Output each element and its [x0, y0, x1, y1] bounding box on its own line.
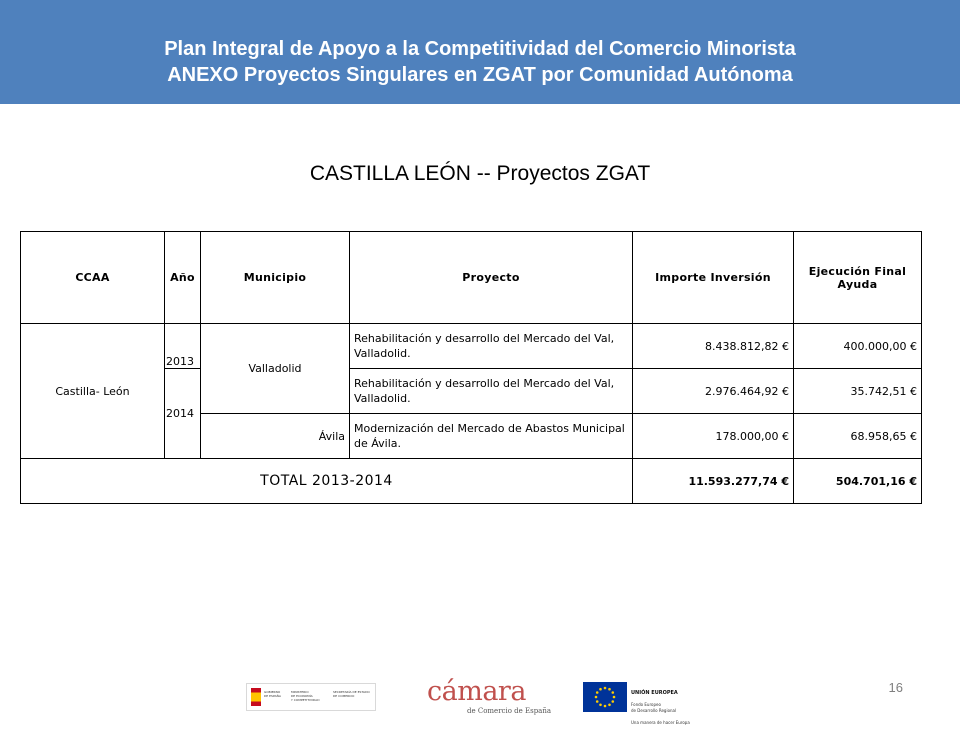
proyecto-cell: Modernización del Mercado de Abastos Municipal de Ávila. [350, 414, 633, 459]
column-header-municipio: Municipio [201, 232, 350, 324]
eu-star-icon [599, 688, 602, 691]
column-header-proyecto: Proyecto [350, 232, 633, 324]
eu-logo-fund: Fondo Europeo de Desarrollo Regional [631, 702, 677, 713]
year-cell: 2013 [165, 324, 201, 369]
importe-cell: 8.438.812,82 € [633, 324, 794, 369]
eu-star-icon [596, 700, 599, 703]
column-header-ejecucion: Ejecución Final Ayuda [794, 232, 922, 324]
ejecucion-cell: 35.742,51 € [794, 369, 922, 414]
camara-logo-word: cámara [427, 676, 526, 707]
total-label: TOTAL 2013-2014 [21, 459, 633, 504]
eu-star-icon [596, 691, 599, 694]
total-importe: 11.593.277,74 € [633, 459, 794, 504]
table-row [21, 324, 922, 369]
eu-star-icon [611, 691, 614, 694]
eu-logo-motto: Una manera de hacer Europa [631, 720, 690, 725]
municipio-cell: Ávila [201, 414, 350, 459]
proyecto-cell: Rehabilitación y desarrollo del Mercado del Val, Valladolid. [350, 324, 633, 369]
ejecucion-cell: 68.958,65 € [794, 414, 922, 459]
importe-cell: 178.000,00 € [633, 414, 794, 459]
eu-logo [583, 682, 703, 725]
eu-stars-icon [583, 682, 627, 712]
eu-star-icon [613, 696, 616, 699]
camara-logo [427, 676, 552, 716]
eu-logo-title: UNIÓN EUROPEA [631, 690, 678, 696]
column-header-anio: Año [165, 232, 201, 324]
spain-flag-icon [251, 688, 261, 706]
ccaa-cell: Castilla- León [21, 324, 165, 459]
eu-star-icon [599, 703, 602, 706]
eu-star-icon [608, 703, 611, 706]
table-header-row [21, 232, 922, 324]
column-header-importe: Importe Inversión [633, 232, 794, 324]
projects-table [20, 231, 922, 504]
ministry-logo-right-text: SECRETARÍA DE ESTADO DE COMERCIO [333, 690, 370, 698]
proyecto-cell: Rehabilitación y desarrollo del Mercado del Val, Valladolid. [350, 369, 633, 414]
logo-bar [0, 672, 960, 725]
eu-star-icon [608, 688, 611, 691]
header-band [0, 0, 960, 104]
eu-star-icon [604, 705, 607, 708]
ministry-logo-left-text: GOBIERNO DE ESPAÑA [264, 690, 281, 698]
municipio-cell: Valladolid [201, 324, 350, 414]
eu-flag-icon [583, 682, 627, 712]
eu-logo-text [631, 684, 690, 732]
header-title-line-2: ANEXO Proyectos Singulares en ZGAT por Comunidad Autónoma [167, 64, 793, 86]
page-number: 16 [888, 680, 903, 695]
eu-star-icon [604, 687, 607, 690]
column-header-ccaa: CCAA [21, 232, 165, 324]
year-cell: 2014 [165, 369, 201, 459]
header-title-line-1: Plan Integral de Apoyo a la Competitividad del Comercio Minorista [164, 38, 796, 60]
importe-cell: 2.976.464,92 € [633, 369, 794, 414]
ejecucion-cell: 400.000,00 € [794, 324, 922, 369]
total-ejecucion: 504.701,16 € [794, 459, 922, 504]
total-row [21, 459, 922, 504]
eu-star-icon [611, 700, 614, 703]
camara-logo-subtitle: de Comercio de España [467, 707, 552, 715]
ministry-logo [246, 683, 376, 711]
eu-star-icon [595, 696, 598, 699]
ministry-logo-center-text: MINISTERIO DE ECONOMÍA Y COMPETITIVIDAD [291, 690, 320, 702]
section-title: CASTILLA LEÓN -- Proyectos ZGAT [309, 162, 651, 185]
